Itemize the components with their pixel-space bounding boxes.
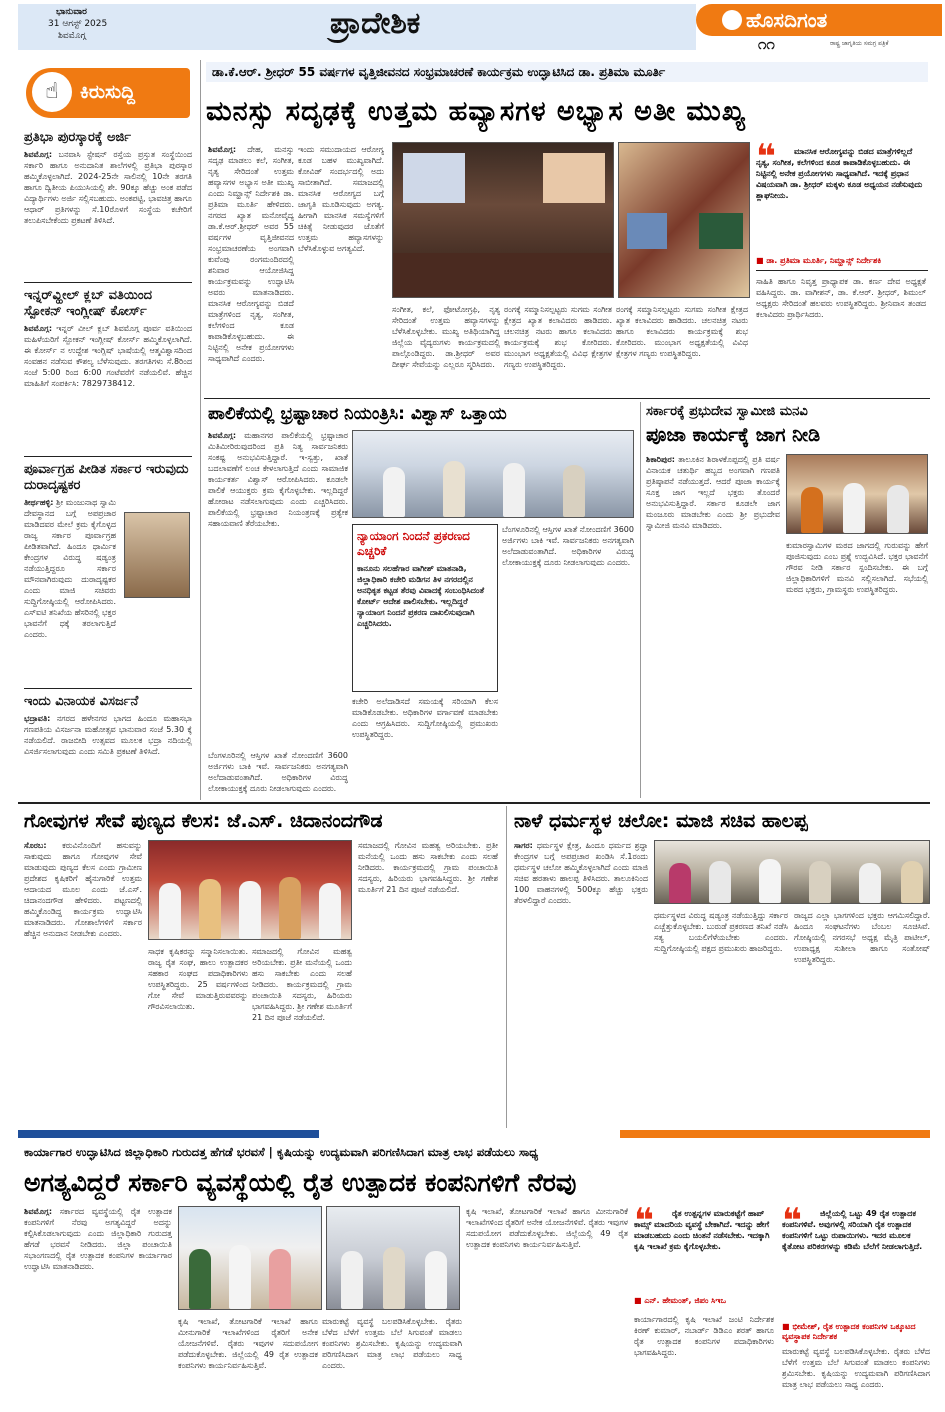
photo-frame — [699, 213, 743, 249]
palike-headline: ಪಾಲಿಕೆಯಲ್ಲಿ ಭ್ರಷ್ಟಾಚಾರ ನಿಯಂತ್ರಿಸಿ: ವಿಶ್ವಾಸ್ ಒತ್ತಾಯ — [208, 404, 507, 424]
brief-title: ಇಂದು ವಿನಾಯಕ ವಿಸರ್ಜನೆ — [24, 694, 139, 709]
masthead-day: ಭಾನುವಾರ — [56, 7, 87, 17]
raitha-quote-2: ಜಿಲ್ಲೆಯಲ್ಲಿ ಒಟ್ಟು 49 ರೈತ ಉತ್ಪಾದಕ ಕಂಪನಿಗಳಿವೆ. ಅವುಗಳಲ್ಲಿ ಸರಿಯಾಗಿ ರೈತ ಉತ್ಪಾದಕ ಕಂಪನಿಗಳಿಗೆ ಒಟ್ಟು ರುಪಾಯಿಗಳು. ಇದರ ಮೂಲಕ ಕೈತೋಟ ಪರಿಕರಗಳನ್ನು ಕಡಿಮೆ ಬೆಲೆಗೆ ನೀಡಲಾಗುತ್ತಿದೆ. — [782, 1209, 923, 1251]
brief-dateline: ಶಿವಮೊಗ್ಗ: — [24, 324, 53, 333]
govu-col-4: ಸಮಾಜದಲ್ಲಿ ಗೋವಿನ ಮಹತ್ವ ಅರಿಯಬೇಕು. ಪ್ರತೀ ಮನೆಯಲ್ಲಿ ಒಂದು ಹಸು ಸಾಕಬೇಕು ಎಂದು ಸಲಹೆ ನೀಡಿದರು. ಕಾರ್ಯಕ್ರಮದಲ್ಲಿ ಗ್ರಾಮ ಪಂಚಾಯಿತಿ ಸದಸ್ಯರು, ಹಿರಿಯರು ಭಾಗವಹಿಸಿದ್ದರು. ಶ್ರೀ ಗಣೇಶ ಮೂರ್ತಿಗೆ 21 ದಿನ ಪೂಜೆ ನಡೆಯಲಿದೆ. — [358, 841, 498, 894]
palike-dateline: ಶಿವಮೊಗ್ಗ: — [208, 431, 237, 440]
govu-col-1 — [24, 840, 142, 1128]
brief-dateline: ಶಿವಮೊಗ್ಗ: — [24, 150, 53, 159]
kiru-suddi-column — [18, 60, 198, 800]
photo-person — [269, 1249, 291, 1309]
brief-body: ಶ್ರೀ ಮಂಜುನಾಥ ಸ್ವಾಮಿ ದೇವಸ್ಥಾನದ ಬಗ್ಗೆ ಅಪಪ್ರಚಾರ ಮಾಡಿದವರ ಮೇಲೆ ಕ್ರಮ ಕೈಗೊಳ್ಳದ ರಾಜ್ಯ ಸರ್ಕಾರ ಪೂರ್ವಾಗ್ರಹ ಪೀಡಿತವಾಗಿದೆ. ಹಿಂದೂ ಧಾರ್ಮಿಕ ಕೇಂದ್ರಗಳ ವಿರುದ್ಧ ಷಡ್ಯಂತ್ರ ನಡೆಯುತ್ತಿದ್ದರೂ ಸರ್ಕಾರ ಮೌನವಾಗಿರುವುದು ದುರಾದೃಷ್ಟಕರ ಎಂದು ಮಾಜಿ ಸಚಿವರು ಸುದ್ದಿಗೋಷ್ಠಿಯಲ್ಲಿ ಆರೋಪಿಸಿದರು. ಎಸ್ಐಟಿ ತನಿಖೆಯ ಹೆಸರಿನಲ್ಲಿ ಭಕ್ತರ ಭಾವನೆಗೆ ಧಕ್ಕೆ ತರಲಾಗುತ್ತಿದೆ ಎಂದರು. — [24, 498, 116, 639]
photo-person — [229, 1245, 251, 1309]
photo-person — [759, 859, 781, 903]
quote-mark-icon: ❝ — [634, 1201, 654, 1241]
photo-person — [859, 863, 881, 903]
lead-col-5: ಸಾಹಿತಿ ಹಾಗೂ ನಿವೃತ್ತ ಪ್ರಾಧ್ಯಾಪಕ ಡಾ. ಕರ್ಣ ದೇವ ಅಧ್ಯಕ್ಷತೆ ವಹಿಸಿದ್ದರು. ಡಾ. ವಾಗೀಶನ್, ಡಾ. ಕೆ.ಆರ್. ಶ್ರೀಧರ್, ಶಿಮುಲ್ ಅಧ್ಯಕ್ಷರು ಸೇರಿದಂತೆ ಹಲವರು ಉಪಸ್ಥಿತರಿದ್ದರು. ಶ್ರೀನಿವಾಸ ತಂಡದ ಕಲಾವಿದರು ಪ್ರಾರ್ಥಿಸಿದರು. — [756, 277, 926, 319]
raitha-quote-1: ರೈತ ಉತ್ಪನ್ನಗಳ ಮಾರುಕಟ್ಟೆಗೆ ಹಾಪ್ ಕಾಮ್ಸ್ ಮಾದರಿಯ ವ್ಯವಸ್ಥೆ ಬೇಕಾಗಿದೆ. ಇದನ್ನು ಹೇಗೆ ಮಾಡಬಹುದು ಎಂದು ಚಿಂತನೆ ನಡೆಸಬೇಕು. ಇದಕ್ಕಾಗಿ ಕೃಷಿ ಇಲಾಖೆ ಕ್ರಮ ಕೈಗೊಳ್ಳಬೇಕು. — [634, 1209, 770, 1251]
divider — [24, 688, 192, 689]
photo-person — [341, 1251, 363, 1309]
quote-mark-icon: ❝ — [756, 137, 776, 177]
raitha-col-4: ಕೃಷಿ ಇಲಾಖೆ, ತೋಟಗಾರಿಕೆ ಇಲಾಖೆ ಹಾಗೂ ಮೀನುಗಾರಿಕೆ ಇಲಾಖೆಗಳಿಂದ ರೈತರಿಗೆ ಅನೇಕ ಯೋಜನೆಗಳಿವೆ. ರೈತರು ಇವುಗಳ ಸದುಪಯೋಗ ಪಡೆದುಕೊಳ್ಳಬೇಕು. ಜಿಲ್ಲೆಯಲ್ಲಿ 49 ರೈತ ಉತ್ಪಾದಕ ಕಂಪನಿಗಳು ಕಾರ್ಯನಿರ್ವಹಿಸುತ್ತಿವೆ. — [466, 1207, 628, 1249]
brief-4 — [24, 694, 192, 793]
masthead-band — [228, 4, 696, 50]
photo-person — [901, 861, 923, 903]
quote-mark-icon: ❝ — [782, 1201, 802, 1241]
photo-person — [669, 863, 691, 903]
raitha-photo-1 — [178, 1206, 322, 1310]
column-rule — [506, 806, 507, 1128]
photo-person — [709, 861, 731, 903]
photo-person — [801, 487, 823, 533]
dharmasthala-col-3: ರಾಜ್ಯದ ಎಲ್ಲಾ ಭಾಗಗಳಿಂದ ಭಕ್ತರು ಆಗಮಿಸಲಿದ್ದಾರೆ. ಹಿಂದೂ ಸಂಘಟನೆಗಳು ಬೆಂಬಲ ಸೂಚಿಸಿವೆ. ಗೋಷ್ಠಿಯಲ್ಲಿ ನಗರಸಭೆ ಅಧ್ಯಕ್ಷ ಮೈತ್ರಿ ಪಾಟೀಲ್, ಉಪಾಧ್ಯಕ್ಷ ಸುಶೀಲಾ ಹಾಗೂ ಸಂತೋಷ್ ಉಪಸ್ಥಿತರಿದ್ದರು. — [794, 911, 930, 964]
dharmasthala-dateline: ಸಾಗರ: — [514, 841, 533, 850]
lead-col-4: ರಂಗಕ್ಕೆ ಸಮ್ಮಾನಿಸಲ್ಪಟ್ಟರು ಸುಗಮ ಸಂಗೀತ ಕ್ಷೇತ್ರದ ಖ್ಯಾತ ಕಲಾವಿದರು ಹಾಡಿದರು. ಚಲನಚಿತ್ರ ನಟರು ಹಾಗೂ ಕಲಾವಿದರು ಕಾರ್ಯಕ್ರಮಕ್ಕೆ ಶುಭ ಕೋರಿದರು. ಮುಂಭಾಗ ಅಧ್ಯಕ್ಷತೆಯಲ್ಲಿ ವಿವಿಧ ಕ್ಷೇತ್ರಗಳ ಗಣ್ಯರು ಉಪಸ್ಥಿತರಿದ್ದರು. — [504, 305, 612, 369]
swamiji-dateline: ಶಿಕಾರಿಪುರ: — [646, 455, 675, 464]
masthead — [0, 0, 945, 52]
lead-kicker: ಡಾ.ಕೆ.ಆರ್. ಶ್ರೀಧರ್ 55 ವರ್ಷಗಳ ವೃತ್ತಿಜೀವನದ ಸಂಭ್ರಮಾಚರಣೆ ಕಾರ್ಯಕ್ರಮ ಉದ್ಘಾಟಿಸಿದ ಡಾ. ಪ್ರತಿಮಾ ಮೂರ್ತಿ — [206, 62, 928, 82]
govu-col-2: ಸಾಧಕ ಕೃಷಿಕರನ್ನು ಸನ್ಮಾನಿಸಲಾಯಿತು. ರಾಜ್ಯ ರೈತ ಸಂಘ, ಹಾಲು ಉತ್ಪಾದಕರ ಸಹಕಾರ ಸಂಘದ ಪದಾಧಿಕಾರಿಗಳು ಉಪಸ್ಥಿತರಿದ್ದರು. 25 ವರ್ಷಗಳಿಂದ ಗೋ ಸೇವೆ ಮಾಡುತ್ತಿರುವವರನ್ನು ಗೌರವಿಸಲಾಯಿತು. — [148, 947, 248, 1011]
lead-headline: ಮನಸ್ಸು ಸದೃಢಕ್ಕೆ ಉತ್ತಮ ಹವ್ಯಾಸಗಳ ಅಭ್ಯಾಸ ಅತೀ ಮುಖ್ಯ — [206, 96, 747, 127]
palike-inset-title: ನ್ಯಾಯಾಂಗ ನಿಂದನೆ ಪ್ರಕರಣದ ಎಚ್ಚರಿಕೆ — [357, 529, 470, 558]
brief-1 — [24, 130, 192, 249]
photo-person — [383, 1247, 405, 1309]
govu-photo — [148, 840, 352, 940]
page-number: ೧೧ — [758, 35, 775, 53]
masthead-date: 31 ಆಗಸ್ಟ್ 2025 — [48, 19, 108, 29]
section-color-band — [18, 1130, 930, 1138]
photo-frame — [627, 213, 667, 249]
photo-person — [443, 461, 465, 517]
lead-dateline: ಶಿವಮೊಗ್ಗ: — [208, 145, 237, 154]
raitha-photo-2 — [326, 1206, 460, 1310]
raitha-col-1 — [24, 1206, 172, 1406]
lead-col-3: ಸಂಗೀತ, ಕಲೆ, ಫೋಟೋಗ್ರಫಿ, ನೃತ್ಯ ಸೇರಿದಂತೆ ಉತ್ತಮ ಹವ್ಯಾಸಗಳನ್ನು ಬೆಳೆಸಿಕೊಳ್ಳಬೇಕು. ಮುಖ್ಯ ಅತಿಥಿಯಾಗಿದ್ದ ಜಿಲ್ಲೆಯ ವೈದ್ಯರುಗಳು ಕಾರ್ಯಕ್ರಮದಲ್ಲಿ ಪಾಲ್ಗೊಂಡಿದ್ದರು. ಡಾ.ಶ್ರೀಧರ್ ಅವರ ದೀರ್ಘ ಸೇವೆಯನ್ನು ಎಲ್ಲರೂ ಸ್ಮರಿಸಿದರು. — [392, 305, 500, 369]
palike-photo — [352, 430, 634, 518]
palike-col-2: ಬೆಂಗಳೂರಿನಲ್ಲಿ ಆಸ್ತಿಗಳ ಖಾತೆ ನೋಂದಣಿಗೆ 3600 ಅರ್ಜಿಗಳು ಬಾಕಿ ಇವೆ. ಸಾರ್ವಜನಿಕರು ಅನಗತ್ಯವಾಗಿ ಅಲೆದಾಡುವಂತಾಗಿದೆ. ಅಧಿಕಾರಿಗಳ ವಿರುದ್ಧ ಲೋಕಾಯುಕ್ತಕ್ಕೆ ದೂರು ನೀಡಲಾಗುವುದು ಎಂದರು. — [208, 751, 348, 793]
brief-body: ನಗರದ ಹಳೇನಗರ ಭಾಗದ ಹಿಂದೂ ಮಹಾಸಭಾ ಗಣಪತಿಯ ವಿಸರ್ಜನಾ ಮಹೋತ್ಸವ ಭಾನುವಾರ ಸಂಜೆ 5.30 ಕ್ಕೆ ನಡೆಯಲಿದೆ. ರಾಜಬೀದಿ ಉತ್ಸವದ ಮೂಲಕ ಭದ್ರಾ ನದಿಯಲ್ಲಿ ವಿಸರ್ಜಿಸಲಾಗುವುದು ಎಂದು ಸಮಿತಿ ಪ್ರಕಟಣೆ ತಿಳಿಸಿದೆ. — [24, 714, 192, 756]
photo-person — [809, 861, 831, 903]
palike-inset-body: ಕಾನೂನು ಸಲಹೆಗಾರ ವಾಗೀಶ್ ಮಾತನಾಡಿ, ಜಿಲ್ಲಾಧಿಕಾರಿ ಕಚೇರಿ ಮಡಿಗನ ತಿಳ ನಗರದಲ್ಲಿನ ಅನಧಿಕೃತ ಕಟ್ಟಡ ತೆರವು ವಿವಾದಕ್ಕೆ ಸಂಬಂಧಿಸಿದಂತೆ ಕೋರ್ಟ್ ಆದೇಶ ಪಾಲಿಸಬೇಕು. ಇಲ್ಲದಿದ್ದರೆ ನ್ಯಾಯಾಂಗ ನಿಂದನೆ ಪ್ರಕರಣ ದಾಖಲಿಸುವುದಾಗಿ ಎಚ್ಚರಿಸಿದರು. — [357, 564, 485, 628]
divider — [24, 456, 192, 457]
swamiji-col-2: ಕುಮಾರಸ್ವಾಮಿಗಳ ಮಠದ ಜಾಗದಲ್ಲಿ ಗುರುವನ್ನು ಹೇಗೆ ಪೂಜಿಸುವುದು ಎಂಬ ಪ್ರಶ್ನೆ ಉದ್ಭವಿಸಿದೆ. ಭಕ್ತರ ಭಾವನೆಗೆ ಗೌರವ ನೀಡಿ ಸರ್ಕಾರ ಸ್ಪಂದಿಸಬೇಕು. ಈ ಬಗ್ಗೆ ಜಿಲ್ಲಾಧಿಕಾರಿಗಳಿಗೆ ಮನವಿ ಸಲ್ಲಿಸಲಾಗಿದೆ. ಸಭೆಯಲ್ಲಿ ಮಠದ ಭಕ್ತರು, ಗ್ರಾಮಸ್ಥರು ಉಪಸ್ಥಿತರಿದ್ದರು. — [786, 541, 928, 594]
photo-person — [279, 877, 301, 939]
divider — [756, 270, 928, 271]
photo-screen — [403, 153, 465, 203]
palike-col-1 — [208, 430, 348, 798]
lead-pull-quote: ಮಾನಸಿಕ ಆರೋಗ್ಯವನ್ನು ಬಿಡದ ಮಾತ್ರೆಗಳಿಲ್ಲದೆ ನೃತ್ಯ, ಸಂಗೀತ, ಕಲೆಗಳಿಂದ ಕೂಡ ಕಾಪಾಡಿಕೊಳ್ಳಬಹುದು. ಈ ನಿಟ್ಟಿನಲ್ಲಿ ಅನೇಕ ಪ್ರಯೋಗಗಳು ಸಾಧ್ಯವಾಗಿದೆ. ಇದಕ್ಕೆ ಪ್ರಧಾನ ವಿಷಯವಾಗಿ ಡಾ. ಶ್ರೀಧರ್ ಮಕ್ಕಳು ಕೂಡ ಅಧ್ಯಯನ ನಡೆಸುವುದು ಶ್ಲಾಘನೀಯ. — [756, 147, 923, 200]
brief-title: ಪೂರ್ವಾಗ್ರಹ ಪೀಡಿತ ಸರ್ಕಾರ ಇರುವುದು ದುರಾದೃಷ್ಟಕರ — [24, 462, 189, 493]
brief-3 — [24, 462, 192, 707]
swamiji-headline-1: ಸರ್ಕಾರಕ್ಕೆ ಪ್ರಭುದೇವ ಸ್ವಾಮೀಜಿ ಮನವಿ — [646, 404, 808, 419]
column-rule — [200, 60, 201, 800]
photo-person — [563, 465, 585, 517]
kiru-suddi-label: ಕಿರುಸುದ್ದಿ — [80, 81, 136, 103]
swamiji-col-1 — [646, 454, 780, 798]
photo-person — [239, 881, 261, 939]
palike-inset-box — [352, 524, 498, 692]
swamiji-text: ತಾಲೂಕಿನ ಶಿರಾಳಕೊಪ್ಪದಲ್ಲಿ ಪ್ರತಿ ವರ್ಷ ವಿನಾಯಕ ಚತುರ್ಥಿ ಹಬ್ಬದ ಅಂಗವಾಗಿ ಗಣಪತಿ ಪ್ರತಿಷ್ಠಾಪನೆ ನಡೆಯುತ್ತದೆ. ಆದರೆ ಪೂಜಾ ಕಾರ್ಯಕ್ಕೆ ಸೂಕ್ತ ಜಾಗ ಇಲ್ಲದೆ ಭಕ್ತರು ತೊಂದರೆ ಅನುಭವಿಸುತ್ತಿದ್ದಾರೆ. ಸರ್ಕಾರ ಕೂಡಲೇ ಜಾಗ ಮಂಜೂರು ಮಾಡಬೇಕು ಎಂದು ಶ್ರೀ ಪ್ರಭುದೇವ ಸ್ವಾಮೀಜಿ ಮನವಿ ಮಾಡಿದರು. — [646, 455, 780, 530]
lead-col-2: ಇಂದು ಸಮುದಾಯದ ಆರೋಗ್ಯ ಕೂಡ ಬಹಳ ಮುಖ್ಯವಾಗಿದೆ. ಕೋವಿಡ್ ಸಂದರ್ಭದಲ್ಲಿ ಅದು ಸಾಬೀತಾಗಿದೆ. ಸಮಾಜದಲ್ಲಿ ಮಾನಸಿಕ ಆರೋಗ್ಯದ ಬಗ್ಗೆ ಜಾಗೃತಿ ಮೂಡಿಸುವುದು ಅಗತ್ಯ. ಹೀಗಾಗಿ ಮಾನಸಿಕ ಸಮಸ್ಯೆಗಳಿಗೆ ಚಿಕಿತ್ಸೆ ನೀಡುವುದರ ಜೊತೆಗೆ ಉತ್ತಮ ಹವ್ಯಾಸಗಳನ್ನು ಬೆಳೆಸಿಕೊಳ್ಳುವ ಅಗತ್ಯವಿದೆ. — [298, 145, 384, 253]
palike-text: ಮಹಾನಗರ ಪಾಲಿಕೆಯಲ್ಲಿ ಭ್ರಷ್ಟಾಚಾರ ಮಿತಿಮೀರಿರುವುದರಿಂದ ಪ್ರತಿ ನಿತ್ಯ ಸಾರ್ವಜನಿಕರು ಸಂಕಷ್ಟ ಅನುಭವಿಸುತ್ತಿದ್ದಾರೆ. ಇ-ಸ್ವತ್ತು, ಖಾತೆ ಬದಲಾವಣೆಗೆ ಲಂಚ ಕೇಳಲಾಗುತ್ತಿದೆ ಎಂದು ಸಾಮಾಜಿಕ ಕಾರ್ಯಕರ್ತ ವಿಶ್ವಾಸ್ ಆರೋಪಿಸಿದರು. ಕೂಡಲೇ ಪಾಲಿಕೆ ಆಯುಕ್ತರು ಕ್ರಮ ಕೈಗೊಳ್ಳಬೇಕು. ಇಲ್ಲದಿದ್ದರೆ ಹೋರಾಟ ನಡೆಸಲಾಗುವುದು ಎಂದು ಎಚ್ಚರಿಸಿದರು. ಪಾಲಿಕೆಯಲ್ಲಿ ಭ್ರಷ್ಟಾಚಾರ ನಿಯಂತ್ರಣಕ್ಕೆ ಪ್ರತ್ಯೇಕ ಸಹಾಯವಾಣಿ ತೆರೆಯಬೇಕು. — [208, 431, 348, 528]
dharmasthala-photo — [654, 840, 930, 904]
raitha-text: ಸರ್ಕಾರದ ವ್ಯವಸ್ಥೆಯಲ್ಲಿ ರೈತ ಉತ್ಪಾದಕ ಕಂಪನಿಗಳಿಗೆ ನೆರವು ಅಗತ್ಯವಿದ್ದರೆ ಅದನ್ನು ಕಲ್ಪಿಸಿಕೊಡಲಾಗುವುದು ಎಂದು ಜಿಲ್ಲಾಧಿಕಾರಿ ಗುರುದತ್ತ ಹೆಗಡೆ ಭರವಸೆ ನೀಡಿದರು. ಜಿಲ್ಲಾ ಪಂಚಾಯಿತಿ ಸಭಾಂಗಣದಲ್ಲಿ ರೈತ ಉತ್ಪಾದಕ ಕಂಪನಿಗಳ ಕಾರ್ಯಾಗಾರ ಉದ್ಘಾಟಿಸಿ ಮಾತನಾಡಿದರು. — [24, 1207, 172, 1271]
brief-body: ಇನ್ನರ್ ವೀಲ್ ಕ್ಲಬ್ ಶಿವಮೊಗ್ಗ ಪೂರ್ವ ವತಿಯಿಂದ ಮಹಿಳೆಯರಿಗೆ ಸ್ಪೋಕನ್ ಇಂಗ್ಲೀಷ್ ಕೋರ್ಸ್ ಹಮ್ಮಿಕೊಳ್ಳಲಾಗಿದೆ. ಈ ಕೋರ್ಸ್ ನ ಉದ್ದೇಶ ಇಂಗ್ಲಿಷ್ ಭಾಷೆಯಲ್ಲಿ ಆತ್ಮವಿಶ್ವಾಸದಿಂದ ಸಂವಹನ ನಡೆಸುವ ಕೌಶಲ್ಯ ಬೆಳೆಸುವುದು. ತರಗತಿಗಳು ಸೆ.8ರಿಂದ ಸಂಜೆ 5:00 ರಿಂದ 6:00 ಗಂಟೆವರೆಗೆ ನಡೆಯಲಿವೆ. ಹೆಚ್ಚಿನ ಮಾಹಿತಿಗೆ ಸಂಪರ್ಕಿಸಿ: 7829738412. — [24, 324, 192, 388]
brief-dateline: ತೀರ್ಥಹಳ್ಳಿ: — [24, 498, 54, 507]
paper-tagline: ರಾಷ್ಟ್ರ ಜಾಗೃತಿಯ ಸಮಗ್ರ ಪತ್ರಿಕೆ — [830, 40, 889, 47]
photo-person — [319, 883, 341, 939]
paper-name: ಹೊಸದಿಗಂತ — [746, 8, 828, 32]
hand-icon: ☝ — [32, 72, 72, 112]
brief-title: ಇನ್ನರ್‌ವ್ಹೀಲ್ ಕ್ಲಬ್ ವತಿಯಿಂದ ಸ್ಪೋಕನ್ ಇಂಗ್ಲೀಷ್ ಕೋರ್ಸ್ — [24, 288, 153, 319]
swamiji-photo — [786, 454, 928, 534]
dharmasthala-col-2: ಧರ್ಮಸ್ಥಳದ ವಿರುದ್ಧ ಷಡ್ಯಂತ್ರ ನಡೆಯುತ್ತಿದ್ದು ಸರ್ಕಾರ ಎಚ್ಚೆತ್ತುಕೊಳ್ಳಬೇಕು. ಬುರುಡೆ ಪ್ರಕರಣದ ತನಿಖೆ ನಡೆಸಿ ಸತ್ಯ ಬಯಲಿಗೆಳೆಯಬೇಕು ಎಂದರು. ಸುದ್ದಿಗೋಷ್ಠಿಯಲ್ಲಿ ಪಕ್ಷದ ಪ್ರಮುಖರು ಹಾಜರಿದ್ದರು. — [654, 911, 788, 953]
govu-headline: ಗೋವುಗಳ ಸೇವೆ ಪುಣ್ಯದ ಕೆಲಸ: ಜೆ.ಎಸ್. ಚಿದಾನಂದಗೌಡ — [24, 810, 383, 832]
raitha-headline: ಅಗತ್ಯವಿದ್ದರೆ ಸರ್ಕಾರಿ ವ್ಯವಸ್ಥೆಯಲ್ಲಿ ರೈತ ಉತ್ಪಾದಕ ಕಂಪನಿಗಳಿಗೆ ನೆರವು — [24, 1168, 577, 1197]
section-divider — [18, 802, 930, 804]
photo-person — [843, 483, 865, 533]
section-divider — [204, 398, 930, 399]
photo-person — [199, 879, 221, 939]
photo-person — [189, 1249, 211, 1309]
photo-person — [425, 1251, 447, 1309]
paper-logo-emblem — [722, 10, 742, 30]
raitha-col-2: ಕೃಷಿ ಇಲಾಖೆ, ತೋಟಗಾರಿಕೆ ಇಲಾಖೆ ಹಾಗೂ ಮೀನುಗಾರಿಕೆ ಇಲಾಖೆಗಳಿಂದ ರೈತರಿಗೆ ಅನೇಕ ಯೋಜನೆಗಳಿವೆ. ರೈತರು ಇವುಗಳ ಸದುಪಯೋಗ ಪಡೆದುಕೊಳ್ಳಬೇಕು. ಜಿಲ್ಲೆಯಲ್ಲಿ 49 ರೈತ ಉತ್ಪಾದಕ ಕಂಪನಿಗಳು ಕಾರ್ಯನಿರ್ವಹಿಸುತ್ತಿವೆ. — [178, 1317, 318, 1370]
raitha-quote-2-byline: ■ ಭೀಮೇಶ್, ರೈತ ಉತ್ಪಾದಕ ಕಂಪನಿಗಳ ಒಕ್ಕೂಟದ ವ್ಯವಸ್ಥಾಪಕ ನಿರ್ದೇಶಕ — [782, 1322, 916, 1341]
govu-text: ಕರುವಿನೊಂದಿಗೆ ಹಸುವನ್ನು ಸಾಕುವುದು ಹಾಗೂ ಗೋವುಗಳ ಸೇವೆ ಮಾಡುವುದು ಪುಣ್ಯದ ಕೆಲಸ ಎಂದು ಗ್ರಾಮೀಣ ಪ್ರದೇಶದ ಕೃಷಿಕರಿಗೆ ಹೈನುಗಾರಿಕೆ ಉತ್ತಮ ಆದಾಯದ ಮೂಲ ಎಂದು ಜೆ.ಎಸ್. ಚಿದಾನಂದಗೌಡ ಹೇಳಿದರು. ಪಟ್ಟಣದಲ್ಲಿ ಹಮ್ಮಿಕೊಂಡಿದ್ದ ಕಾರ್ಯಕ್ರಮ ಉದ್ಘಾಟಿಸಿ ಮಾತನಾಡಿದರು. ಗೋಶಾಲೆಗಳಿಗೆ ಸರ್ಕಾರ ಹೆಚ್ಚಿನ ಅನುದಾನ ನೀಡಬೇಕು ಎಂದರು. — [24, 841, 142, 938]
palike-col-4: ಬೆಂಗಳೂರಿನಲ್ಲಿ ಆಸ್ತಿಗಳ ಖಾತೆ ನೋಂದಣಿಗೆ 3600 ಅರ್ಜಿಗಳು ಬಾಕಿ ಇವೆ. ಸಾರ್ವಜನಿಕರು ಅನಗತ್ಯವಾಗಿ ಅಲೆದಾಡುವಂತಾಗಿದೆ. ಅಧಿಕಾರಿಗಳ ವಿರುದ್ಧ ಲೋಕಾಯುಕ್ತಕ್ಕೆ ದೂರು ನೀಡಲಾಗುವುದು ಎಂದರು. — [502, 525, 634, 567]
dharmasthala-text: ಧರ್ಮಸ್ಥಳ ಕ್ಷೇತ್ರ, ಹಿಂದೂ ಧರ್ಮದ ಶ್ರದ್ಧಾ ಕೇಂದ್ರಗಳ ಬಗ್ಗೆ ಅಪಪ್ರಚಾರ ಖಂಡಿಸಿ ಸೆ.1ರಂದು ಧರ್ಮಸ್ಥಳ ಚಲೋ ಹಮ್ಮಿಕೊಳ್ಳಲಾಗಿದೆ ಎಂದು ಮಾಜಿ ಸಚಿವ ಹರತಾಳು ಹಾಲಪ್ಪ ತಿಳಿಸಿದರು. ತಾಲೂಕಿನಿಂದ 100 ವಾಹನಗಳಲ್ಲಿ 500ಕ್ಕೂ ಹೆಚ್ಚು ಭಕ್ತರು ತೆರಳಲಿದ್ದಾರೆ ಎಂದರು. — [514, 841, 648, 905]
lead-text: ದೇಹ, ಮನಸ್ಸು ಸದೃಢ ಮಾಡಲು ಕಲೆ, ಸಂಗೀತ, ನೃತ್ಯ ಸೇರಿದಂತೆ ಉತ್ತಮ ಹವ್ಯಾಸಗಳ ಅಭ್ಯಾಸ ಅತೀ ಮುಖ್ಯ ಎಂದು ನಿಮ್ಹಾನ್ಸ್ ನಿರ್ದೇಶಕಿ ಡಾ. ಪ್ರತಿಮಾ ಮೂರ್ತಿ ಹೇಳಿದರು. ನಗರದ ಖ್ಯಾತ ಮನೋವೈದ್ಯ ಡಾ.ಕೆ.ಆರ್.ಶ್ರೀಧರ್ ಅವರ 55 ವರ್ಷಗಳ ವೃತ್ತಿಜೀವನದ ಸಂಭ್ರಮಾಚರಣೆಯ ಅಂಗವಾಗಿ ಕುವೆಂಪು ರಂಗಮಂದಿರದಲ್ಲಿ ಶನಿವಾರ ಆಯೋಜಿಸಿದ್ದ ಕಾರ್ಯಕ್ರಮವನ್ನು ಉದ್ಘಾಟಿಸಿ ಅವರು ಮಾತನಾಡಿದರು. ಮಾನಸಿಕ ಆರೋಗ್ಯವನ್ನು ಬಿಡದೆ ಮಾತ್ರೆಗಳಿಂದ ನೃತ್ಯ, ಸಂಗೀತ, ಕಲೆಗಳಿಂದ ಕೂಡ ಕಾಪಾಡಿಕೊಳ್ಳಬಹುದು. ಈ ನಿಟ್ಟಿನಲ್ಲಿ ಅನೇಕ ಪ್ರಯೋಗಗಳು ಸಾಧ್ಯವಾಗಿದೆ ಎಂದರು. — [208, 145, 294, 363]
lead-pull-byline: ■ ಡಾ. ಪ್ರತಿಮಾ ಮೂರ್ತಿ, ನಿಮ್ಹಾನ್ಸ್ ನಿರ್ದೇಶಕಿ — [756, 256, 882, 265]
photo-person — [383, 467, 405, 517]
govu-dateline: ಸೊರಬ: — [24, 841, 47, 850]
photo-person — [503, 463, 525, 517]
column-rule — [640, 402, 641, 798]
brief-2 — [24, 288, 192, 453]
divider — [24, 282, 192, 283]
govu-col-3: ಸಮಾಜದಲ್ಲಿ ಗೋವಿನ ಮಹತ್ವ ಅರಿಯಬೇಕು. ಪ್ರತೀ ಮನೆಯಲ್ಲಿ ಒಂದು ಹಸು ಸಾಕಬೇಕು ಎಂದು ಸಲಹೆ ನೀಡಿದರು. ಕಾರ್ಯಕ್ರಮದಲ್ಲಿ ಗ್ರಾಮ ಪಂಚಾಯಿತಿ ಸದಸ್ಯರು, ಹಿರಿಯರು ಭಾಗವಹಿಸಿದ್ದರು. ಶ್ರೀ ಗಣೇಶ ಮೂರ್ತಿಗೆ 21 ದಿನ ಪೂಜೆ ನಡೆಯಲಿದೆ. — [252, 947, 352, 1022]
raitha-col-5: ಕಾರ್ಯಾಗಾರದಲ್ಲಿ ಕೃಷಿ ಇಲಾಖೆ ಜಂಟಿ ನಿರ್ದೇಶಕ ಕಿರಣ್ ಕುಮಾರ್, ನಬಾರ್ಡ್ ಡಿಡಿಎಂ ಶರತ್ ಹಾಗೂ ರೈತ ಉತ್ಪಾದಕ ಕಂಪನಿಗಳ ಪದಾಧಿಕಾರಿಗಳು ಭಾಗವಹಿಸಿದ್ದರು. — [634, 1315, 774, 1357]
dharmasthala-headline: ನಾಳೆ ಧರ್ಮಸ್ಥಳ ಚಲೋ: ಮಾಜಿ ಸಚಿವ ಹಾಲಪ್ಪ — [514, 810, 808, 832]
photo-stage-floor — [393, 253, 614, 298]
swamiji-headline-2: ಪೂಜಾ ಕಾರ್ಯಕ್ಕೆ ಜಾಗ ನೀಡಿ — [646, 424, 821, 446]
lead-col-1 — [208, 144, 294, 394]
masthead-city: ಶಿವಮೊಗ್ಗ — [58, 31, 86, 41]
photo-person — [159, 883, 181, 939]
photo-screen — [543, 153, 605, 203]
photo-person — [887, 485, 909, 533]
brief-body: ಬನವಾಸಿ ಸ್ಟೇಷನ್ ರಸ್ತೆಯ ಪ್ರಸ್ತುತ ಸಂಸ್ಥೆಯಿಂದ ಸರ್ಕಾರಿ ಹಾಗೂ ಅನುದಾನಿತ ಶಾಲೆಗಳಲ್ಲಿ ಪ್ರತಿಭಾ ಪುರಸ್ಕಾರ ಹಮ್ಮಿಕೊಳ್ಳಲಾಗಿದೆ. 2024-25ನೇ ಸಾಲಿನಲ್ಲಿ 10ನೇ ತರಗತಿ ಹಾಗೂ ದ್ವಿತೀಯ ಪಿಯುಸಿಯಲ್ಲಿ ಶೇ. 90ಕ್ಕೂ ಹೆಚ್ಚು ಅಂಕ ಪಡೆದ ವಿದ್ಯಾರ್ಥಿಗಳು ಅರ್ಜಿ ಸಲ್ಲಿಸಬಹುದು. ಅಂಕಪಟ್ಟಿ, ಭಾವಚಿತ್ರ ಹಾಗೂ ಆಧಾರ್ ಪ್ರತಿಗಳನ್ನು ಸೆ.10ರೊಳಗೆ ಸಂಸ್ಥೆಯ ಕಚೇರಿಗೆ ತಲುಪಿಸಬೇಕೆಂದು ಪ್ರಕಟಣೆ ತಿಳಿಸಿದೆ. — [24, 150, 192, 225]
brief-dateline: ಭದ್ರಾವತಿ: — [24, 714, 51, 723]
lead-photo-stage — [392, 142, 614, 298]
raitha-quote-1-byline: ■ ಎನ್. ಹೇಮಂತ್, ಜಿಪಂ ಸಿಇಒ — [634, 1296, 726, 1305]
lead-col-4b: ರಂಗಕ್ಕೆ ಸಮ್ಮಾನಿಸಲ್ಪಟ್ಟರು ಸುಗಮ ಸಂಗೀತ ಕ್ಷೇತ್ರದ ಖ್ಯಾತ ಕಲಾವಿದರು ಹಾಡಿದರು. ಚಲನಚಿತ್ರ ನಟರು ಹಾಗೂ ಕಲಾವಿದರು ಕಾರ್ಯಕ್ರಮಕ್ಕೆ ಶುಭ ಕೋರಿದರು. ಮುಂಭಾಗ ಅಧ್ಯಕ್ಷತೆಯಲ್ಲಿ ವಿವಿಧ ಕ್ಷೇತ್ರಗಳ ಗಣ್ಯರು ಉಪಸ್ಥಿತರಿದ್ದರು. — [616, 305, 748, 358]
section-title: ಪ್ರಾದೇಶಿಕ — [330, 6, 421, 41]
lead-photo-exhibit — [618, 142, 750, 298]
raitha-col-6: ಮಾರುಕಟ್ಟೆ ವ್ಯವಸ್ಥೆ ಬಲಪಡಿಸಿಕೊಳ್ಳಬೇಕು. ರೈತರು ಬೆಳೆದ ಬೆಳೆಗೆ ಉತ್ತಮ ಬೆಲೆ ಸಿಗುವಂತೆ ಮಾಡಲು ಕಂಪನಿಗಳು ಶ್ರಮಿಸಬೇಕು. ಕೃಷಿಯನ್ನು ಉದ್ಯಮವಾಗಿ ಪರಿಗಣಿಸಿದಾಗ ಮಾತ್ರ ಲಾಭ ಪಡೆಯಲು ಸಾಧ್ಯ ಎಂದರು. — [782, 1347, 930, 1389]
raitha-col-3: ಮಾರುಕಟ್ಟೆ ವ್ಯವಸ್ಥೆ ಬಲಪಡಿಸಿಕೊಳ್ಳಬೇಕು. ರೈತರು ಬೆಳೆದ ಬೆಳೆಗೆ ಉತ್ತಮ ಬೆಲೆ ಸಿಗುವಂತೆ ಮಾಡಲು ಕಂಪನಿಗಳು ಶ್ರಮಿಸಬೇಕು. ಕೃಷಿಯನ್ನು ಉದ್ಯಮವಾಗಿ ಪರಿಗಣಿಸಿದಾಗ ಮಾತ್ರ ಲಾಭ ಪಡೆಯಲು ಸಾಧ್ಯ ಎಂದರು. — [322, 1317, 462, 1370]
raitha-kicker: ಕಾರ್ಯಾಗಾರ ಉದ್ಘಾಟಿಸಿದ ಜಿಲ್ಲಾಧಿಕಾರಿ ಗುರುದತ್ತ ಹೆಗಡೆ ಭರವಸೆ | ಕೃಷಿಯನ್ನು ಉದ್ಯಮವಾಗಿ ಪರಿಗಣಿಸಿದಾಗ ಮಾತ್ರ ಲಾಭ ಪಡೆಯಲು ಸಾಧ್ಯ — [24, 1145, 539, 1159]
raitha-dateline: ಶಿವಮೊಗ್ಗ: — [24, 1207, 53, 1216]
palike-col-3: ಕಚೇರಿ ಅಲೆದಾಡಿಸದೆ ಸಮಯಕ್ಕೆ ಸರಿಯಾಗಿ ಕೆಲಸ ಮಾಡಿಕೊಡಬೇಕು. ಅಧಿಕಾರಿಗಳ ವರ್ಗಾವಣೆ ಮಾಡಬೇಕು ಎಂದು ಆಗ್ರಹಿಸಿದರು. ಸುದ್ದಿಗೋಷ್ಠಿಯಲ್ಲಿ ಪ್ರಮುಖರು ಉಪಸ್ಥಿತರಿದ್ದರು. — [352, 697, 498, 739]
dharmasthala-col-1 — [514, 840, 648, 1128]
brief-portrait — [124, 512, 190, 598]
brief-title: ಪ್ರತಿಭಾ ಪುರಸ್ಕಾರಕ್ಕೆ ಅರ್ಜಿ — [24, 130, 132, 145]
